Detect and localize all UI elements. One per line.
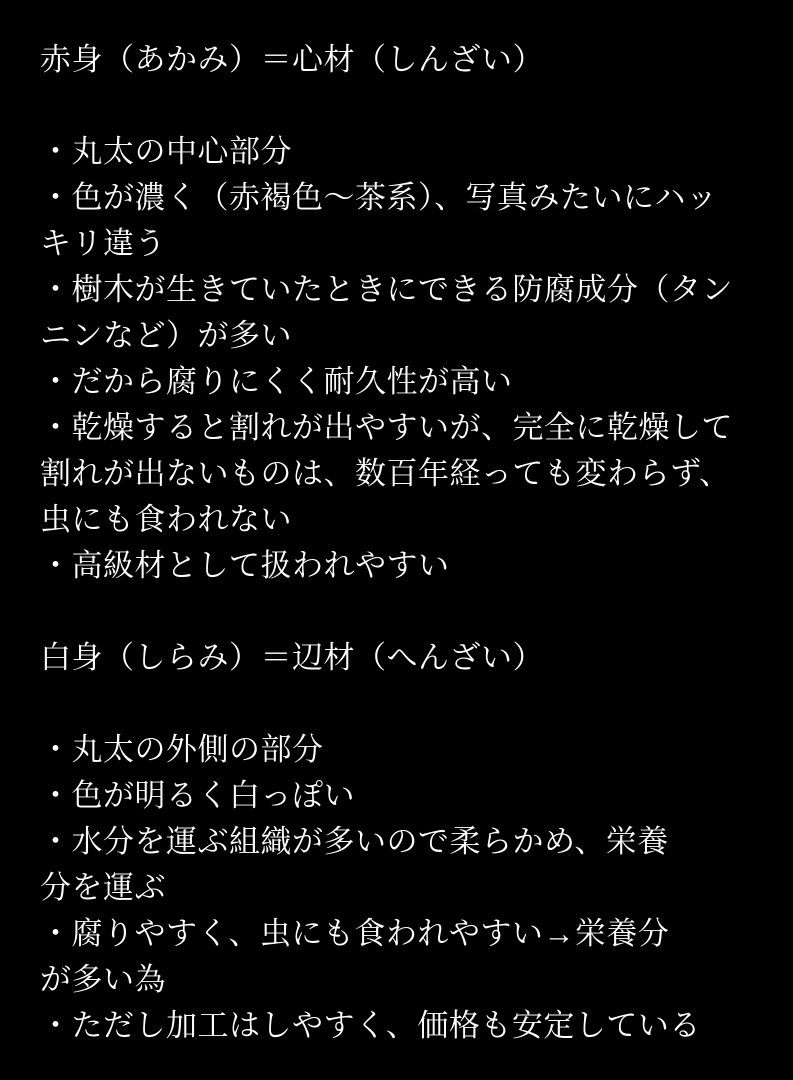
text-line: ・丸太の中心部分 [40,134,292,169]
text-line: ニンなど）が多い [40,318,292,353]
section-heading: 白身（しらみ）＝辺材（へんざい） [40,640,544,675]
text-line: ・だから腐りにくく耐久性が高い [40,364,513,399]
text-line: キリ違う [40,226,166,261]
text-line: ・樹木が生きていたときにできる防腐成分（タン [40,272,733,307]
text-line: ・色が濃く（赤褐色〜茶系）、写真みたいにハッ [40,180,718,215]
blank-line [40,681,759,727]
text-line: ・水分を運ぶ組織が多いので柔らかめ、栄養 [40,824,669,859]
text-line: ・色が明るく白っぽい [40,778,355,813]
text-line: 虫にも食われない [40,502,292,537]
text-line: ・高級材として扱われやすい [40,548,450,583]
text-line: が多い為 [40,962,166,997]
section-heading: 赤身（あかみ）＝心材（しんざい） [40,42,544,77]
text-line: 割れが出ないものは、数百年経っても変わらず、 [40,456,731,491]
text-line: ・腐りやすく、虫にも食われやすい→栄養分 [40,916,670,951]
text-line: 分を運ぶ [40,870,166,905]
text-line: ・ただし加工はしやすく、価格も安定している [40,1008,701,1043]
text-line: ・乾燥すると割れが出やすいが、完全に乾燥して [40,410,733,445]
text-line: ・丸太の外側の部分 [40,732,324,767]
blank-line [40,589,759,635]
blank-line [40,83,759,129]
